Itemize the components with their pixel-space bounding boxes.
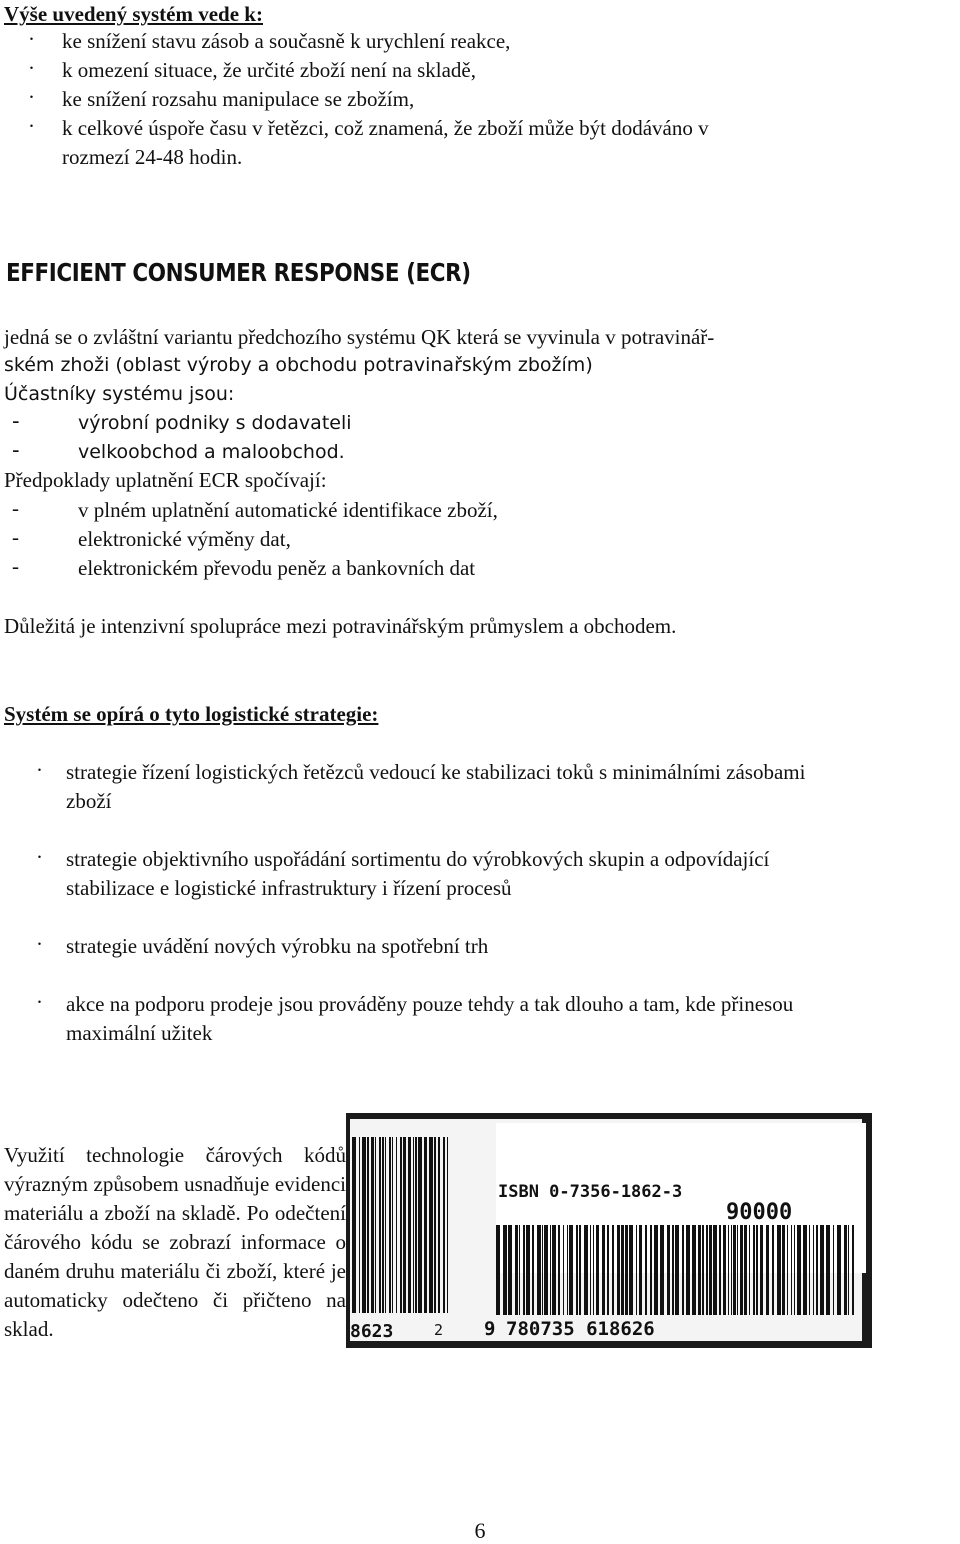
barcode-bar	[379, 1137, 381, 1313]
bullet-marker: ·	[36, 758, 43, 782]
barcode-bar	[782, 1225, 785, 1315]
ecr-paragraph-line-2: ském zhoži (oblast výroby a obchodu potravinařským zbožím)	[4, 354, 593, 376]
barcode-bar	[744, 1225, 747, 1315]
left-number-text: 8623	[350, 1321, 394, 1342]
left-digit-text: 2	[434, 1321, 444, 1339]
barcode-bar	[362, 1137, 366, 1313]
barcode-bar	[731, 1225, 732, 1315]
barcode-bar	[496, 1225, 500, 1315]
prerequisite-item-3: elektronickém převodu peněz a bankovních dat	[78, 556, 476, 580]
bullet-marker: ·	[28, 56, 35, 80]
barcode-bar	[550, 1225, 551, 1315]
barcode-bar	[713, 1225, 717, 1315]
barcode-bar	[508, 1225, 512, 1315]
barcode-bar	[749, 1225, 750, 1315]
barcode-bar	[596, 1225, 599, 1315]
barcode-bar	[523, 1225, 525, 1315]
strategy-item-4-cont: maximální užitek	[66, 1021, 213, 1045]
barcode-bar	[438, 1137, 440, 1313]
barcode-bar	[837, 1225, 841, 1315]
barcode-bar	[563, 1225, 564, 1315]
barcode-bar	[375, 1137, 376, 1313]
barcode-bar	[602, 1225, 605, 1315]
barcode-bar	[787, 1225, 788, 1315]
barcode-bar	[797, 1225, 801, 1315]
intro-heading: Výše uvedený systém vede k:	[4, 2, 263, 26]
barcode-bar	[584, 1225, 588, 1315]
barcode-bar	[612, 1225, 614, 1315]
barcode-bar	[408, 1137, 411, 1313]
main-number-prefix: 9	[484, 1318, 496, 1340]
barcode-bar	[813, 1225, 814, 1315]
barcode-bar	[733, 1225, 736, 1315]
bullet-marker: ·	[28, 27, 35, 51]
barcode-bar	[515, 1225, 518, 1315]
isbn-text: ISBN 0-7356-1862-3	[498, 1182, 683, 1202]
barcode-bar	[816, 1225, 818, 1315]
dash-marker: -	[12, 409, 20, 433]
strategy-item-1-cont: zboží	[66, 789, 112, 813]
barcode-bar	[382, 1137, 384, 1313]
prerequisites-label: Předpoklady uplatnění ECR spočívají:	[4, 468, 327, 492]
barcode-bar	[760, 1225, 763, 1315]
page-number: 6	[474, 1518, 486, 1543]
barcode-bar	[532, 1225, 534, 1315]
barcode-bar	[844, 1225, 847, 1315]
barcode-bar	[429, 1137, 433, 1313]
barcode-bar	[415, 1137, 417, 1313]
barcode-bar	[686, 1225, 690, 1315]
barcode-bar	[447, 1137, 448, 1313]
participant-item-1: výrobní podniky s dodavateli	[78, 412, 352, 434]
barcode-paragraph: Využití technologie čárových kódů výrazným způsobem usnadňuje evidenci materiálu a zboží na skladě. Po odečtení čárového kódu se zobrazí informace o daném druhu materiálu či zboží, které je automaticky odečteno či přičteno na sklad.	[4, 1143, 346, 1341]
barcode-bar	[833, 1225, 834, 1315]
barcode-bar	[567, 1225, 568, 1315]
barcode-bar	[766, 1225, 769, 1315]
barcode-bar	[675, 1225, 679, 1315]
strategy-item-2-cont: stabilizace e logistické infrastruktury i řízení procesů	[66, 876, 512, 900]
barcode-bar	[719, 1225, 721, 1315]
prerequisite-item-1: v plném uplatnění automatické identifikace zboží,	[78, 498, 498, 522]
intro-item-2: k omezení situace, že určité zboží není na skladě,	[62, 58, 476, 82]
barcode-bar	[777, 1225, 781, 1315]
barcode-bar	[621, 1225, 624, 1315]
dash-marker: -	[12, 525, 19, 549]
barcode-bar	[672, 1225, 674, 1315]
barcode-bar	[579, 1225, 581, 1315]
barcode-bar	[367, 1137, 369, 1313]
barcode-bar	[352, 1137, 356, 1313]
bullet-marker: ·	[36, 932, 43, 956]
participant-item-2: velkoobchod a maloobchod.	[78, 441, 345, 463]
dash-marker: -	[12, 496, 19, 520]
barcode-bar	[385, 1137, 386, 1313]
barcode-image	[346, 1113, 872, 1348]
importance-statement: Důležitá je intenzivní spolupráce mezi potravinářským průmyslem a obchodem.	[4, 614, 677, 638]
barcode-bar	[753, 1225, 755, 1315]
price-code-text: 90000	[726, 1200, 793, 1225]
barcode-bar	[371, 1137, 374, 1313]
strategy-item-2: strategie objektivního uspořádání sortimentu do výrobkových skupin a odpovídající	[66, 847, 770, 871]
barcode-bar	[403, 1137, 406, 1313]
bullet-marker: ·	[36, 990, 43, 1014]
dash-marker: -	[12, 438, 20, 462]
barcode-bar	[698, 1225, 701, 1315]
strategy-item-3: strategie uvádění nových výrobku na spotřební trh	[66, 934, 489, 958]
barcode-bar	[803, 1225, 807, 1315]
strategy-item-4: akce na podporu prodeje jsou prováděny pouze tehdy a tak dlouho a tam, kde přinesou	[66, 992, 794, 1016]
barcode-bar	[544, 1225, 548, 1315]
barcode-bar	[654, 1225, 658, 1315]
barcode-bar	[519, 1225, 520, 1315]
barcode-bar	[636, 1225, 637, 1315]
barcode-bar	[558, 1225, 560, 1315]
barcode-bar	[418, 1137, 422, 1313]
barcode-bar	[682, 1225, 684, 1315]
barcode-bar	[396, 1137, 397, 1313]
barcode-bar	[629, 1225, 633, 1315]
barcode-bar	[639, 1225, 642, 1315]
barcode-bar	[650, 1225, 652, 1315]
intro-item-4: k celkové úspoře času v řetězci, což znamená, že zboží může být dodáváno v	[62, 116, 709, 140]
barcode-bar	[569, 1225, 573, 1315]
main-number-text: 780735 618626	[506, 1318, 655, 1340]
barcode-bar	[756, 1225, 758, 1315]
barcode-bar	[848, 1225, 849, 1315]
bullet-marker: ·	[28, 85, 35, 109]
barcode-bar	[723, 1225, 726, 1315]
barcode-bar	[424, 1137, 427, 1313]
barcode-bar	[503, 1225, 507, 1315]
barcode-bar	[392, 1137, 393, 1313]
participants-label: Účastníky systému jsou:	[4, 383, 235, 405]
ecr-heading: EFFICIENT CONSUMER RESPONSE (ECR)	[6, 258, 471, 287]
strategy-item-1: strategie řízení logistických řetězců vedoucí ke stabilizaci toků s minimálními zásobami	[66, 760, 806, 784]
barcode-bar	[820, 1225, 824, 1315]
barcode-bar	[660, 1225, 664, 1315]
barcode-bar	[389, 1137, 391, 1313]
barcode-bar	[706, 1225, 708, 1315]
intro-item-1: ke snížení stavu zásob a současně k urychlení reakce,	[62, 29, 511, 53]
barcode-bar	[359, 1137, 360, 1313]
intro-item-4-cont: rozmezí 24-48 hodin.	[62, 145, 243, 169]
bullet-marker: ·	[36, 845, 43, 869]
barcode-bar	[607, 1225, 609, 1315]
barcode-bar	[826, 1225, 830, 1315]
barcode-bar	[537, 1225, 541, 1315]
barcode-bar	[552, 1225, 556, 1315]
barcode-bar	[413, 1137, 414, 1313]
barcode-bar	[593, 1225, 594, 1315]
barcode-bar	[702, 1225, 704, 1315]
barcode-bar	[645, 1225, 647, 1315]
barcode-bar	[737, 1225, 738, 1315]
bullet-marker: ·	[28, 114, 35, 138]
barcode-bar	[667, 1225, 670, 1315]
barcode-bar	[590, 1225, 591, 1315]
barcode-bar	[728, 1225, 729, 1315]
barcode-bar	[617, 1225, 620, 1315]
barcode-bar	[625, 1225, 628, 1315]
dash-marker: -	[12, 554, 19, 578]
barcode-bar	[709, 1225, 712, 1315]
strategies-heading: Systém se opírá o tyto logistické strategie:	[4, 702, 379, 726]
barcode-bar	[526, 1225, 530, 1315]
prerequisite-item-2: elektronické výměny dat,	[78, 527, 291, 551]
barcode-bar	[576, 1225, 578, 1315]
barcode-bar	[400, 1137, 402, 1313]
barcode-bar	[443, 1137, 445, 1313]
barcode-bar	[692, 1225, 696, 1315]
intro-item-3: ke snížení rozsahu manipulace se zbožím,	[62, 87, 415, 111]
barcode-bar	[852, 1225, 854, 1315]
barcode-bar	[542, 1225, 543, 1315]
barcode-bar	[434, 1137, 436, 1313]
barcode-bar	[740, 1225, 743, 1315]
barcode-bar	[794, 1225, 795, 1315]
ecr-paragraph-line-1: jedná se o zvláštní variantu předchozího systému QK která se vyvinula v potravinář-	[4, 325, 715, 349]
barcode-bar	[791, 1225, 792, 1315]
barcode-bar	[772, 1225, 774, 1315]
barcode-bar	[809, 1225, 810, 1315]
